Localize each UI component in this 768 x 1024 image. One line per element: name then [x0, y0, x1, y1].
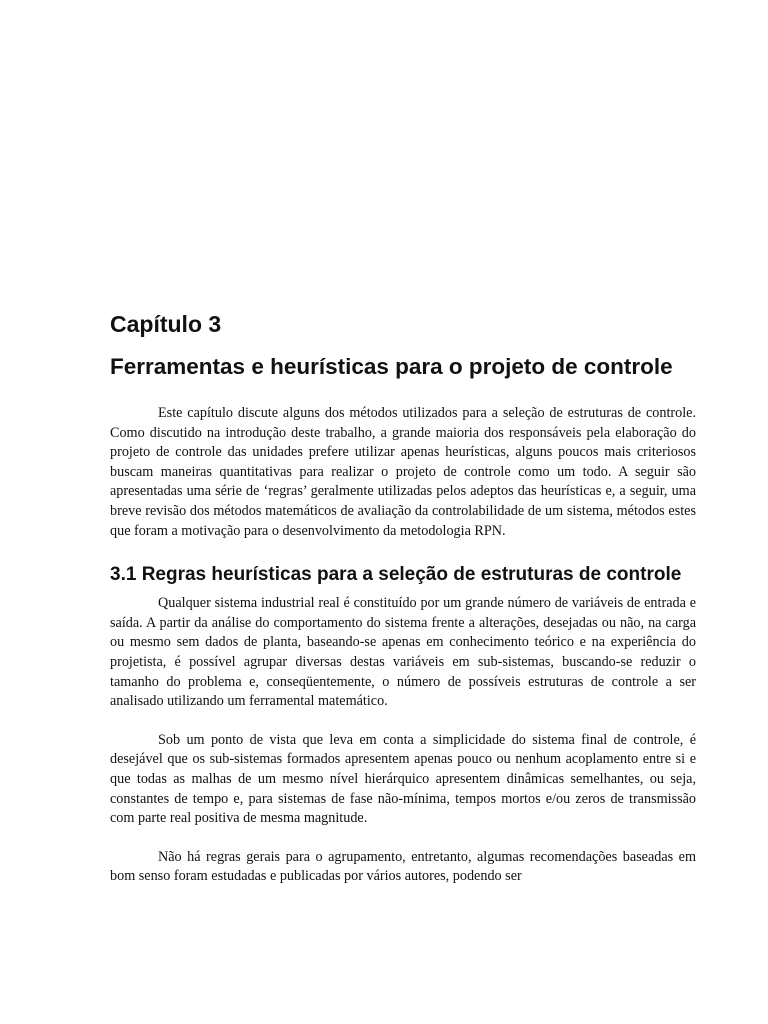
section-paragraph-2: Sob um ponto de vista que leva em conta a simplicidade do sistema final de controle, é desejável que os sub-sistemas formados apresentem apenas pouco ou nenhum acoplamento entre si e que todas as malhas de um mesmo nível hierárquico apresentem dinâmicas semelhantes, ou seja, constantes de tempo e, para sistemas de fase não-mínima, tempos mortos e/ou zeros de transmissão com parte real positiva de mesma magnitude.: [110, 731, 696, 827]
chapter-label: Capítulo 3: [110, 311, 222, 337]
section-paragraph-3: Não há regras gerais para o agrupamento, entretanto, algumas recomendações baseadas em bom senso foram estudadas e publicadas por vários autores, podendo ser: [110, 848, 696, 885]
section-title: 3.1 Regras heurísticas para a seleção de estruturas de controle: [110, 564, 682, 586]
section-paragraph-1: Qualquer sistema industrial real é constituído por um grande número de variáveis de entrada e saída. A partir da análise do comportamento do sistema frente a alterações, desejadas ou não, na carga ou mesmo sem dados de planta, baseando-se apenas em conhecimento teórico e na experiência do projetista, é possível agrupar diversas destas variáveis em sub-sistemas, buscando-se reduzir o tamanho do problema e, conseqüentemente, o número de possíveis estruturas de controle a ser analisado utilizando um ferramental matemático.: [110, 595, 696, 710]
page-content: [110, 310, 696, 887]
chapter-title: Ferramentas e heurísticas para o projeto de controle: [110, 354, 673, 379]
intro-paragraph: Este capítulo discute alguns dos métodos utilizados para a seleção de estruturas de controle. Como discutido na introdução deste trabalho, a grande maioria dos responsáveis pela elaboração do projeto de controle das unidades prefere utilizar apenas heurísticas, alguns poucos mais criteriosos buscam maneiras quantitativas para realizar o projeto de controle como um todo. A seguir são apresentadas uma série de ‘regras’ geralmente utilizadas pelos adeptos das heurísticas e, a seguir, uma breve revisão dos métodos matemáticos de avaliação da controlabilidade de um sistema, métodos estes que foram a motivação para o desenvolvimento da metodologia RPN.: [110, 405, 696, 539]
